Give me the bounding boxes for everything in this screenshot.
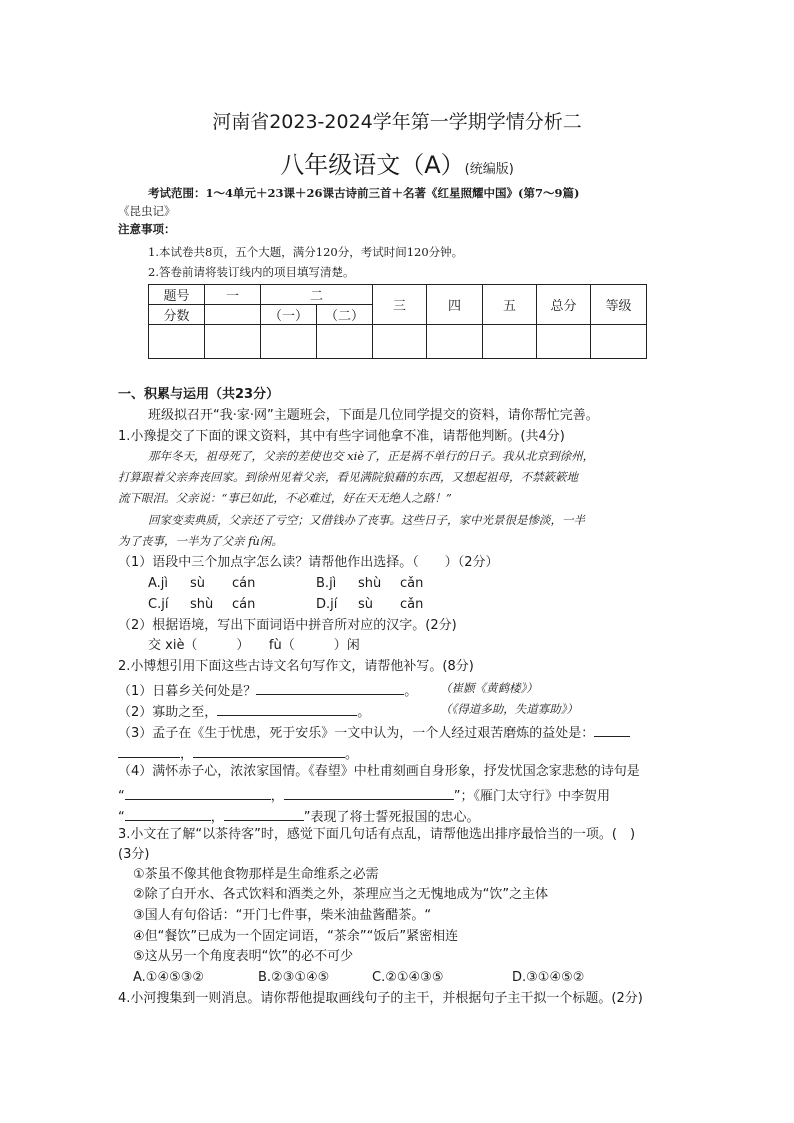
option-c: C.jí [148, 597, 169, 612]
question-2-line3b: ， 。 [118, 743, 358, 763]
table-header-cell: （二） [317, 305, 373, 325]
question-1-sub1: （1）语段中三个加点字怎么读？请帮他作出选择。（ ）（2分） [118, 555, 499, 570]
option-d-c: cǎn [400, 597, 424, 612]
passage-line: 流下眼泪。父亲说：“事已如此，不必难过，好在天无绝人之路！” [118, 491, 452, 505]
answer-blank[interactable] [594, 722, 630, 737]
question-3-item: ②除了白开水、各式饮料和酒类之外，茶理应当之无愧地成为“饮”之主体 [133, 887, 549, 902]
question-1-sub2-blanks: 交 xiè（ ） fù（ ）闲 [148, 638, 360, 653]
answer-blank[interactable] [193, 743, 345, 758]
exam-title: 河南省2023-2024学年第一学期学情分析二 [212, 111, 582, 133]
table-header-cell: 四 [427, 285, 483, 325]
question-2-stem: 2.小博想引用下面这些古诗文名句写作文，请帮他补写。(8分) [118, 659, 474, 674]
question-2-line1: （1）日暮乡关何处是？ 。 [118, 680, 417, 700]
question-2-source1: （崔颢《黄鹤楼》） [440, 681, 538, 695]
question-3-option-b: B.②③①④⑤ [258, 970, 330, 985]
score-cell [149, 325, 205, 359]
passage-line: 打算跟着父亲奔丧回家。到徐州见着父亲，看见满院狼藉的东西，又想起祖母，不禁簌簌地 [118, 470, 578, 484]
table-header-cell: 分数 [149, 305, 205, 325]
option-c-c: cán [232, 597, 256, 612]
table-header-cell: 总分 [537, 285, 591, 325]
table-header-cell: 一 [205, 285, 261, 305]
score-cell [591, 325, 647, 359]
section-intro: 班级拟召开“我·家·网”主题班会，下面是几位同学提交的资料，请你帮忙完善。 [148, 408, 599, 423]
edition-label: (统编版) [464, 162, 514, 177]
exam-scope-line2: 《昆虫记》 [118, 204, 176, 218]
answer-blank[interactable] [125, 806, 211, 821]
question-3-item: ③国人有句俗话：“开门七件事，柴米油盐酱醋茶。“ [133, 908, 432, 923]
table-header-cell: 三 [373, 285, 427, 325]
passage-line: 那年冬天，祖母死了，父亲的差使也交 xiè了，正是祸不单行的日子。我从北京到徐州， [148, 449, 595, 463]
option-d-b: sù [358, 597, 374, 612]
option-c-b: shù [190, 597, 214, 612]
question-3-option-c: C.②①④③⑤ [372, 970, 444, 985]
table-header-cell: 等级 [591, 285, 647, 325]
answer-blank[interactable] [217, 701, 357, 716]
score-cell [317, 325, 373, 359]
question-3-stem: 3.小文在了解“以茶待客”时，感觉下面几句话有点乱，请帮他选出排序最恰当的一项。( ) [118, 827, 636, 842]
question-3-option-a: A.①④⑤③② [133, 970, 205, 985]
grade-subject: 八年级语文（A） [280, 151, 465, 179]
answer-blank[interactable] [224, 806, 304, 821]
exam-scope-line1: 考试范围：1～4单元＋23课＋26课古诗前三首＋名著《红星照耀中国》(第7～9篇) [148, 186, 580, 200]
score-cell [537, 325, 591, 359]
score-cell [483, 325, 537, 359]
question-4-stem: 4.小河搜集到一则消息。请你帮他提取画线句子的主干，并根据句子主干拟一个标题。(2分) [118, 991, 643, 1006]
question-3-item: ④但“餐饮”已成为一个固定词语，“茶余”“饭后”紧密相连 [133, 929, 459, 944]
score-cell [427, 325, 483, 359]
question-2-line4: （4）满怀赤子心，浓浓家国情。《春望》中杜甫刻画自身形象，抒发忧国念家悲愁的诗句是 [118, 764, 640, 779]
question-2-line2: （2）寡助之至， 。 [118, 701, 370, 721]
answer-blank[interactable] [125, 785, 271, 800]
question-3-option-d: D.③①④⑤② [512, 970, 585, 985]
notice-item: 2.答卷前请将装订线内的项目填写清楚。 [148, 265, 355, 279]
option-b-c: cǎn [400, 576, 424, 591]
table-header-cell: （一） [261, 305, 317, 325]
table-header-cell: 五 [483, 285, 537, 325]
question-3-points: (3分) [118, 847, 150, 862]
option-a-b: sù [190, 576, 206, 591]
option-a-c: cán [232, 576, 256, 591]
notice-item: 1.本试卷共8页，五个大题，满分120分，考试时间120分钟。 [148, 245, 464, 259]
exam-subtitle [0, 145, 794, 180]
question-3-item: ①茶虽不像其他食物那样是生命维系之必需 [133, 867, 379, 882]
question-1-sub2: （2）根据语境，写出下面词语中拼音所对应的汉字。(2分) [118, 618, 457, 633]
option-a: A.jì [148, 576, 169, 591]
answer-blank[interactable] [284, 785, 454, 800]
question-2-source2: （《得道多助，失道寡助》） [440, 702, 578, 716]
question-3-item: ⑤这从另一个角度表明“饮”的必不可少 [133, 949, 354, 964]
answer-blank[interactable] [118, 743, 180, 758]
option-b: B.jì [316, 576, 337, 591]
question-2-line4c: “ ， ”表现了将士誓死报国的忠心。 [118, 806, 480, 826]
option-d: D.jí [316, 597, 338, 612]
score-cell [205, 325, 261, 359]
question-2-line4b: “ ， ”；《雁门太守行》中李贺用 [118, 785, 610, 805]
table-header-cell: 二 [261, 285, 373, 305]
score-cell [261, 325, 317, 359]
score-table [148, 284, 647, 359]
option-b-b: shù [358, 576, 382, 591]
passage-line: 回家变卖典质，父亲还了亏空；又借钱办了丧事。这些日子，家中光景很是惨淡，一半 [148, 513, 585, 527]
answer-blank[interactable] [256, 680, 404, 695]
section-heading: 一、积累与运用（共23分） [118, 387, 280, 402]
table-cell [205, 305, 261, 325]
passage-line: 为了丧事，一半为了父亲 fù闲。 [118, 534, 283, 548]
notice-heading: 注意事项： [118, 222, 176, 236]
score-cell [373, 325, 427, 359]
question-2-line3: （3）孟子在《生于忧患，死于安乐》一文中认为，一个人经过艰苦磨炼的益处是： [118, 722, 630, 742]
table-header-cell: 题号 [149, 285, 205, 305]
question-1-stem: 1.小豫提交了下面的课文资料，其中有些字词他拿不准，请帮他判断。(共4分) [118, 429, 565, 444]
